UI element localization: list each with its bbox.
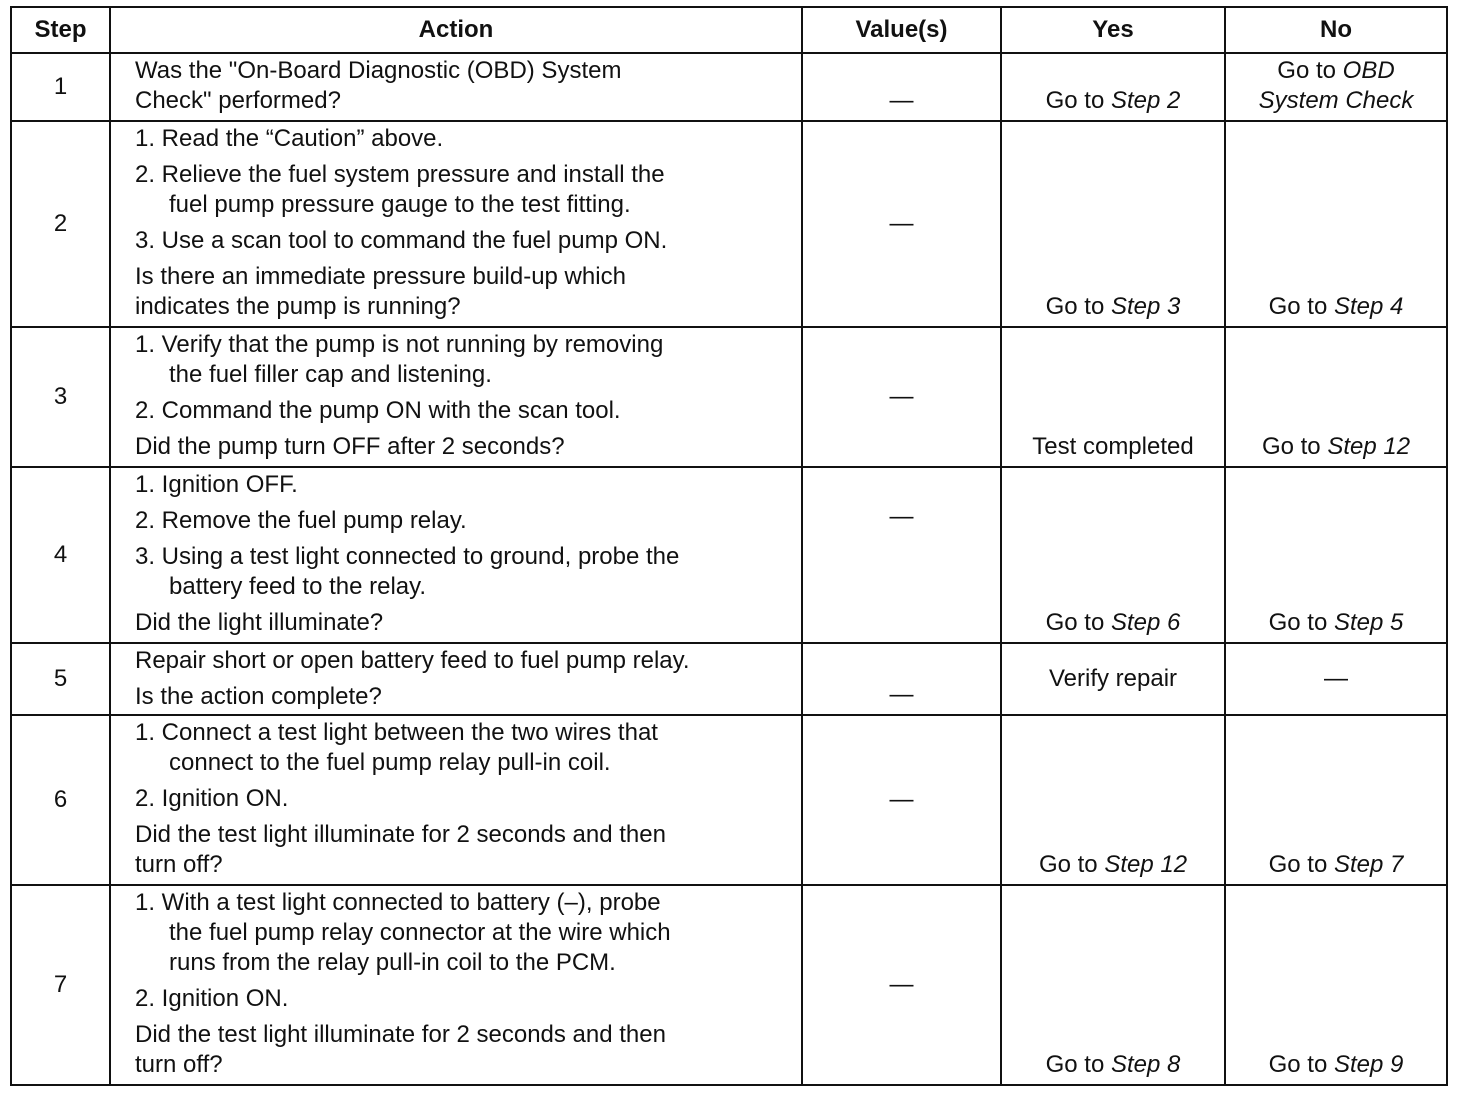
yes-cell xyxy=(1001,121,1225,327)
value-cell: — xyxy=(802,885,1001,1085)
no-cell xyxy=(1225,715,1447,885)
action-line: 1. Connect a test light between the two wires that xyxy=(135,719,658,746)
action-line: Check" performed? xyxy=(135,87,341,114)
table-row xyxy=(11,643,1447,715)
value-cell: — xyxy=(802,715,1001,885)
action-line: indicates the pump is running? xyxy=(135,293,461,320)
yes-target: Step 8 xyxy=(1110,1051,1181,1078)
no-prefix: Go to xyxy=(1261,433,1328,460)
action-cell xyxy=(110,715,802,885)
action-line: Did the light illuminate? xyxy=(135,609,384,636)
action-line: fuel pump pressure gauge to the test fitting. xyxy=(169,191,631,218)
step-number: 6 xyxy=(11,715,110,885)
header-action: Action xyxy=(110,7,802,53)
yes-cell xyxy=(1001,467,1225,643)
step-number: 4 xyxy=(11,467,110,643)
header-step: Step xyxy=(11,7,110,53)
action-line: turn off? xyxy=(135,1051,223,1078)
yes-prefix: Go to xyxy=(1045,293,1111,320)
yes-prefix: Go to xyxy=(1045,609,1111,636)
action-line: Did the test light illuminate for 2 seconds and then xyxy=(135,821,666,848)
action-line: Is the action complete? xyxy=(135,683,382,710)
action-cell xyxy=(110,643,802,715)
yes-prefix: Go to xyxy=(1045,1051,1111,1078)
no-cell xyxy=(1225,53,1447,121)
action-line: connect to the fuel pump relay pull-in coil. xyxy=(169,749,611,776)
value-cell: — xyxy=(802,467,1001,643)
action-line: the fuel pump relay connector at the wire which xyxy=(169,919,671,946)
action-cell xyxy=(110,467,802,643)
no-target: OBD xyxy=(1342,57,1395,84)
action-line: Was the "On-Board Diagnostic (OBD) System xyxy=(135,57,622,84)
no-target: Step 5 xyxy=(1333,609,1404,636)
no-cell xyxy=(1225,327,1447,467)
no-target: Step 4 xyxy=(1333,293,1404,320)
action-line: 1. Verify that the pump is not running by removing xyxy=(135,331,664,358)
step-number: 5 xyxy=(11,643,110,715)
action-line: 2. Ignition ON. xyxy=(135,985,289,1012)
yes-prefix: Go to xyxy=(1038,851,1105,878)
action-line: Is there an immediate pressure build-up which xyxy=(135,263,626,290)
value-cell: — xyxy=(802,643,1001,715)
table-row xyxy=(11,327,1447,467)
no-target-line2: System Check xyxy=(1258,87,1414,114)
table-row xyxy=(11,121,1447,327)
value-cell: — xyxy=(802,121,1001,327)
header-values: Value(s) xyxy=(802,7,1001,53)
diagnostic-table xyxy=(10,6,1448,1086)
action-line: 3. Using a test light connected to ground, probe the xyxy=(135,543,680,570)
step-number: 7 xyxy=(11,885,110,1085)
value-cell: — xyxy=(802,53,1001,121)
action-line: 2. Command the pump ON with the scan tool. xyxy=(135,397,621,424)
no-prefix: Go to xyxy=(1268,293,1334,320)
action-line: 2. Ignition ON. xyxy=(135,785,289,812)
yes-cell xyxy=(1001,715,1225,885)
action-cell xyxy=(110,885,802,1085)
no-target: Step 12 xyxy=(1327,433,1411,460)
no-prefix: Go to xyxy=(1277,57,1343,84)
yes-target: Step 6 xyxy=(1110,609,1181,636)
step-number: 2 xyxy=(11,121,110,327)
no-prefix: Go to xyxy=(1268,1051,1334,1078)
yes-cell: Verify repair xyxy=(1001,643,1225,715)
no-cell xyxy=(1225,121,1447,327)
yes-prefix: Go to xyxy=(1045,87,1111,114)
action-line: 3. Use a scan tool to command the fuel pump ON. xyxy=(135,227,668,254)
no-cell xyxy=(1225,885,1447,1085)
action-cell xyxy=(110,121,802,327)
value-cell: — xyxy=(802,327,1001,467)
yes-target: Step 12 xyxy=(1104,851,1188,878)
action-line: Did the pump turn OFF after 2 seconds? xyxy=(135,433,565,460)
table-row xyxy=(11,885,1447,1085)
no-prefix: Go to xyxy=(1268,851,1334,878)
action-line: runs from the relay pull-in coil to the PCM. xyxy=(169,949,616,976)
no-target: Step 9 xyxy=(1333,1051,1404,1078)
table-row xyxy=(11,53,1447,121)
action-line: 2. Remove the fuel pump relay. xyxy=(135,507,467,534)
step-number: 3 xyxy=(11,327,110,467)
yes-cell xyxy=(1001,53,1225,121)
action-line: Repair short or open battery feed to fuel pump relay. xyxy=(135,647,690,674)
step-number: 1 xyxy=(11,53,110,121)
action-line: the fuel filler cap and listening. xyxy=(169,361,492,388)
action-line: battery feed to the relay. xyxy=(169,573,427,600)
no-cell xyxy=(1225,467,1447,643)
table-row xyxy=(11,715,1447,885)
header-row xyxy=(11,7,1447,53)
action-line: Did the test light illuminate for 2 seconds and then xyxy=(135,1021,666,1048)
action-line: 2. Relieve the fuel system pressure and install the xyxy=(135,161,665,188)
action-line: 1. Read the “Caution” above. xyxy=(135,125,444,152)
header-yes: Yes xyxy=(1001,7,1225,53)
yes-target: Step 2 xyxy=(1110,87,1181,114)
yes-target: Step 3 xyxy=(1110,293,1181,320)
action-line: turn off? xyxy=(135,851,223,878)
no-cell: — xyxy=(1225,643,1447,715)
yes-cell: Test completed xyxy=(1001,327,1225,467)
action-cell xyxy=(110,53,802,121)
yes-cell xyxy=(1001,885,1225,1085)
no-target: Step 7 xyxy=(1333,851,1404,878)
table-row xyxy=(11,467,1447,643)
action-cell xyxy=(110,327,802,467)
action-line: 1. Ignition OFF. xyxy=(135,471,298,498)
no-prefix: Go to xyxy=(1268,609,1334,636)
header-no: No xyxy=(1225,7,1447,53)
action-line: 1. With a test light connected to battery (–), probe xyxy=(135,889,661,916)
